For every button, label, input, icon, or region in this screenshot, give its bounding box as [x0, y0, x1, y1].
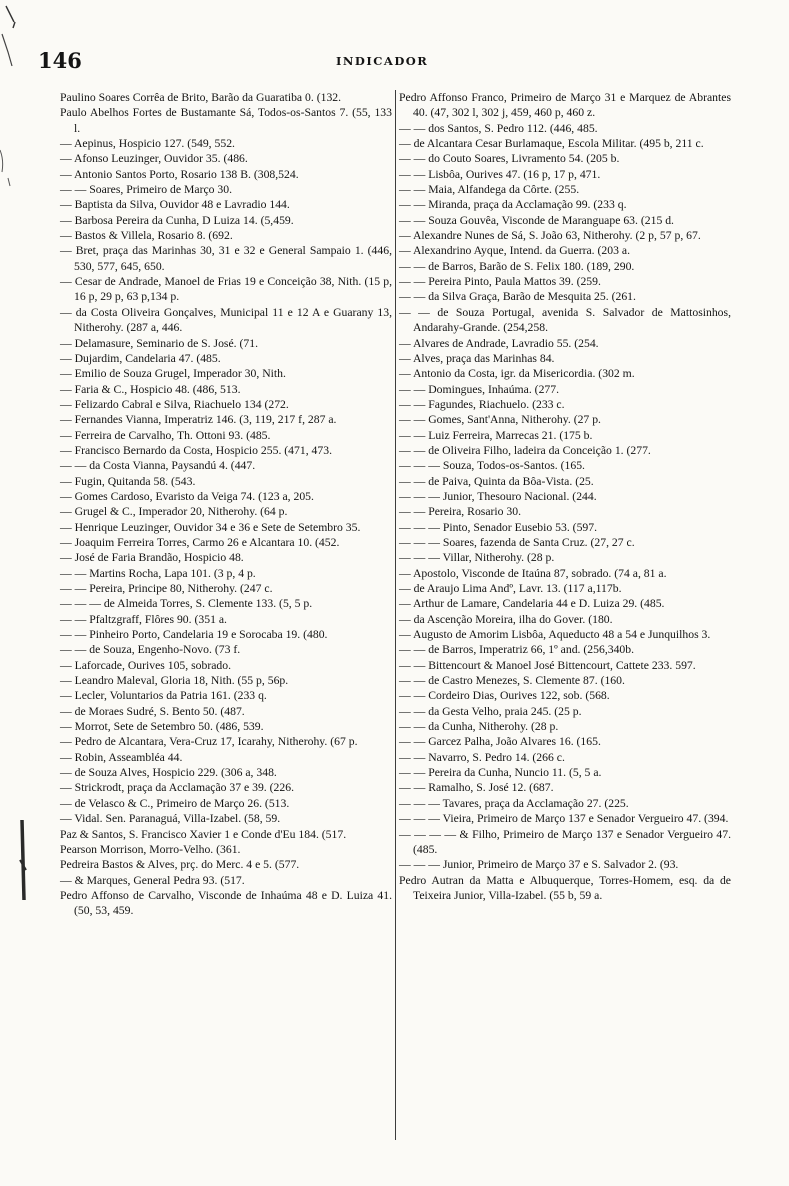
directory-entry: — — — Soares, fazenda de Santa Cruz. (27, 27 c.	[399, 535, 635, 549]
directory-entry: — — Cordeiro Dias, Ourives 122, sob. (568.	[399, 689, 610, 703]
directory-entry: Paz & Santos, S. Francisco Xavier 1 e Conde d'Eu 184. (517.	[60, 827, 347, 841]
directory-entry: — — — Pinto, Senador Eusebio 53. (597.	[399, 520, 598, 534]
directory-entry: — — Gomes, Sant'Anna, Nitherohy. (27 p.	[399, 413, 601, 427]
directory-entry: — — Pfaltzgraff, Flôres 90. (351 a.	[60, 612, 227, 626]
directory-entry: — — Pereira Pinto, Paula Mattos 39. (259.	[399, 275, 601, 289]
directory-entry: — Fugin, Quitanda 58. (543.	[60, 474, 196, 488]
directory-entry: — — de Souza, Engenho-Novo. (73 f.	[60, 643, 241, 657]
directory-entry: — Antonio Santos Porto, Rosario 138 B. (308,524.	[60, 167, 299, 181]
directory-entry: — — da Cunha, Nitherohy. (28 p.	[399, 720, 559, 734]
directory-entry: — José de Faria Brandão, Hospicio 48.	[60, 551, 244, 565]
directory-entry: — — de Oliveira Filho, ladeira da Conceição 1. (277.	[399, 443, 651, 457]
directory-entry: — — — de Almeida Torres, S. Clemente 133. (5, 5 p.	[60, 597, 313, 611]
column-divider	[395, 90, 396, 1140]
left-column	[60, 90, 392, 919]
directory-entry: — — — Junior, Thesouro Nacional. (244.	[399, 489, 597, 503]
directory-entry: — — Pereira, Rosario 30.	[399, 505, 522, 519]
directory-entry: — Barbosa Pereira da Cunha, D Luiza 14. (5,459.	[60, 213, 294, 227]
directory-entry: — — Fagundes, Riachuelo. (233 c.	[399, 397, 565, 411]
directory-entry: Pedro Affonso de Carvalho, Visconde de Inhaúma 48 e D. Luiza 41. (50, 53, 459.	[60, 888, 392, 918]
directory-entry: — Alves, praça das Marinhas 84.	[399, 351, 555, 365]
directory-entry: — Ferreira de Carvalho, Th. Ottoni 93. (485.	[60, 428, 271, 442]
directory-entry: — — de Souza Portugal, avenida S. Salvador de Mattosinhos, Andarahy-Grande. (254,258.	[399, 305, 731, 335]
directory-entry: — — — Tavares, praça da Acclamação 27. (225.	[399, 796, 629, 810]
directory-entry: — Alvares de Andrade, Lavradio 55. (254.	[399, 336, 599, 350]
directory-entry: — — Garcez Palha, João Alvares 16. (165.	[399, 735, 601, 749]
directory-entry: — — Pereira da Cunha, Nuncio 11. (5, 5 a.	[399, 766, 602, 780]
directory-entry: — — Martins Rocha, Lapa 101. (3 p, 4 p.	[60, 566, 256, 580]
directory-entry: — — da Silva Graça, Barão de Mesquita 25. (261.	[399, 290, 636, 304]
directory-entry: Pearson Morrison, Morro-Velho. (361.	[60, 842, 241, 856]
directory-entry: — Fernandes Vianna, Imperatriz 146. (3, 119, 217 f, 287 a.	[60, 413, 337, 427]
directory-entry: — — — Junior, Primeiro de Março 37 e S. Salvador 2. (93.	[399, 858, 679, 872]
directory-entry: — & Marques, General Pedra 93. (517.	[60, 873, 245, 887]
directory-entry: — — Bittencourt & Manoel José Bittencourt, Cattete 233. 597.	[399, 658, 696, 672]
directory-entry: — Grugel & C., Imperador 20, Nitherohy. (64 p.	[60, 505, 288, 519]
directory-entry: — — da Gesta Velho, praia 245. (25 p.	[399, 704, 582, 718]
directory-entry: — — do Couto Soares, Livramento 54. (205 b.	[399, 152, 620, 166]
directory-entry: — Strickrodt, praça da Acclamação 37 e 39. (226.	[60, 781, 294, 795]
directory-entry: — — dos Santos, S. Pedro 112. (446, 485.	[399, 121, 598, 135]
directory-entry: — Dujardim, Candelaria 47. (485.	[60, 351, 221, 365]
directory-entry: — Alexandrino Ayque, Intend. da Guerra. (203 a.	[399, 244, 630, 258]
directory-entry: — de Souza Alves, Hospicio 229. (306 a, 348.	[60, 766, 277, 780]
directory-entry: — Delamasure, Seminario de S. José. (71.	[60, 336, 258, 350]
directory-entry: — — Domingues, Inhaúma. (277.	[399, 382, 560, 396]
directory-entry: — — Soares, Primeiro de Março 30.	[60, 183, 233, 197]
directory-entry: — de Araujo Lima Andº, Lavr. 13. (117 a,117b.	[399, 582, 622, 595]
directory-entry: — Afonso Leuzinger, Ouvidor 35. (486.	[60, 152, 248, 166]
directory-entry: — — Pinheiro Porto, Candelaria 19 e Sorocaba 19. (480.	[60, 628, 328, 642]
directory-entry: — Arthur de Lamare, Candelaria 44 e D. Luiza 29. (485.	[399, 597, 665, 611]
directory-entry: — Robin, Asseambléa 44.	[60, 750, 183, 764]
directory-entry: — Felizardo Cabral e Silva, Riachuelo 134 (272.	[60, 397, 289, 411]
directory-entry: — — — Souza, Todos-os-Santos. (165.	[399, 459, 585, 473]
directory-entry: — Lecler, Voluntarios da Patria 161. (233 q.	[60, 689, 267, 703]
directory-entry: — Faria & C., Hospicio 48. (486, 513.	[60, 382, 241, 396]
running-head: INDICADOR	[336, 54, 429, 68]
directory-entry: Paulo Abelhos Fortes de Bustamante Sá, Todos-os-Santos 7. (55, 133 l.	[60, 106, 392, 135]
directory-entry: — Alexandre Nunes de Sá, S. João 63, Nitherohy. (2 p, 57 p, 67.	[399, 229, 701, 243]
directory-entry: Pedreira Bastos & Alves, prç. do Merc. 4 e 5. (577.	[60, 858, 300, 872]
directory-entry: — Cesar de Andrade, Manoel de Frias 19 e Conceição 38, Nith. (15 p, 16 p, 29 p, 63 p,134 p.	[60, 275, 392, 304]
directory-entry: — Gomes Cardoso, Evaristo da Veiga 74. (123 a, 205.	[60, 489, 314, 503]
directory-entry: — Francisco Bernardo da Costa, Hospicio 255. (471, 473.	[60, 443, 333, 457]
directory-entry: — Antonio da Costa, igr. da Misericordia. (302 m.	[399, 367, 635, 381]
directory-entry: — — de Barros, Barão de S. Felix 180. (189, 290.	[399, 259, 635, 273]
directory-entry: — Morrot, Sete de Setembro 50. (486, 539.	[60, 720, 264, 734]
directory-entry: — da Ascenção Moreira, ilha do Gover. (180.	[399, 612, 613, 626]
directory-entry: — — de Paiva, Quinta da Bôa-Vista. (25.	[399, 474, 594, 488]
directory-entry: — Leandro Maleval, Gloria 18, Nith. (55 p, 56p.	[60, 674, 289, 688]
directory-entry: Pedro Affonso Franco, Primeiro de Março 31 e Marquez de Abrantes 40. (47, 302 l, 302 j, 459, 460 p, 460 z.	[399, 91, 731, 120]
directory-entry: — — Maia, Alfandega da Côrte. (255.	[399, 183, 580, 197]
directory-entry: — Vidal. Sen. Paranaguá, Villa-Izabel. (58, 59.	[60, 812, 281, 826]
directory-entry: — Joaquim Ferreira Torres, Carmo 26 e Alcantara 10. (452.	[60, 535, 340, 549]
directory-entry: — Baptista da Silva, Ouvidor 48 e Lavradio 144.	[60, 198, 290, 212]
directory-entry: — — Navarro, S. Pedro 14. (266 c.	[399, 750, 565, 764]
directory-entry: — — — Villar, Nitherohy. (28 p.	[399, 551, 555, 565]
directory-entry: — — Miranda, praça da Acclamação 99. (233 q.	[399, 198, 627, 212]
directory-entry: Paulino Soares Corrêa de Brito, Barão da Guaratiba 0. (132.	[60, 91, 342, 104]
directory-entry: — — Lisbôa, Ourives 47. (16 p, 17 p, 471.	[399, 167, 601, 181]
right-column	[399, 90, 731, 903]
directory-entry: — Henrique Leuzinger, Ouvidor 34 e 36 e Sete de Setembro 35.	[60, 520, 361, 534]
directory-entry: — Apostolo, Visconde de Itaúna 87, sobrado. (74 a, 81 a.	[399, 566, 667, 580]
directory-entry: — de Alcantara Cesar Burlamaque, Escola Militar. (495 b, 211 c.	[399, 137, 704, 151]
directory-entry: — — de Castro Menezes, S. Clemente 87. (160.	[399, 674, 625, 688]
directory-entry: — de Velasco & C., Primeiro de Março 26. (513.	[60, 796, 290, 810]
directory-entry: — — de Barros, Imperatriz 66, 1º and. (256,340b.	[399, 643, 635, 657]
directory-entry: — — — Vieira, Primeiro de Março 137 e Senador Vergueiro 47. (394.	[399, 812, 729, 826]
directory-entry: — Emilio de Souza Grugel, Imperador 30, Nith.	[60, 367, 286, 381]
directory-entry: Pedro Autran da Matta e Albuquerque, Torres-Homem, esq. da de Teixeira Junior, Villa-Izabel. (55 b, 59 a.	[399, 873, 731, 902]
directory-entry: — da Costa Oliveira Gonçalves, Municipal 11 e 12 A e Guarany 13, Nitherohy. (287 a, 446.	[60, 305, 392, 335]
directory-entry: — Bastos & Villela, Rosario 8. (692.	[60, 229, 233, 243]
page-header	[36, 46, 756, 76]
directory-entry: — — Pereira, Principe 80, Nitherohy. (247 c.	[60, 582, 273, 595]
directory-entry: — — Ramalho, S. José 12. (687.	[399, 781, 554, 795]
directory-entry: — Augusto de Amorim Lisbôa, Aqueducto 48 a 54 e Junquilhos 3.	[399, 628, 711, 642]
directory-entry: — Aepinus, Hospicio 127. (549, 552.	[60, 137, 235, 151]
directory-entry: — — da Costa Vianna, Paysandú 4. (447.	[60, 459, 256, 473]
directory-entry: — — Souza Gouvêa, Visconde de Maranguape 63. (215 d.	[399, 213, 674, 227]
directory-entry: — Pedro de Alcantara, Vera-Cruz 17, Icarahy, Nitherohy. (67 p.	[60, 735, 358, 749]
directory-entry: — — Luiz Ferreira, Marrecas 21. (175 b.	[399, 428, 593, 442]
page-number: 146	[38, 48, 82, 73]
directory-entry: — — — — & Filho, Primeiro de Março 137 e Senador Vergueiro 47. (485.	[399, 827, 731, 856]
directory-entry: — Bret, praça das Marinhas 30, 31 e 32 e General Sampaio 1. (446, 530, 577, 645, 650.	[60, 244, 392, 273]
directory-entry: — de Moraes Sudré, S. Bento 50. (487.	[60, 704, 245, 718]
directory-entry: — Laforcade, Ourives 105, sobrado.	[60, 658, 232, 672]
